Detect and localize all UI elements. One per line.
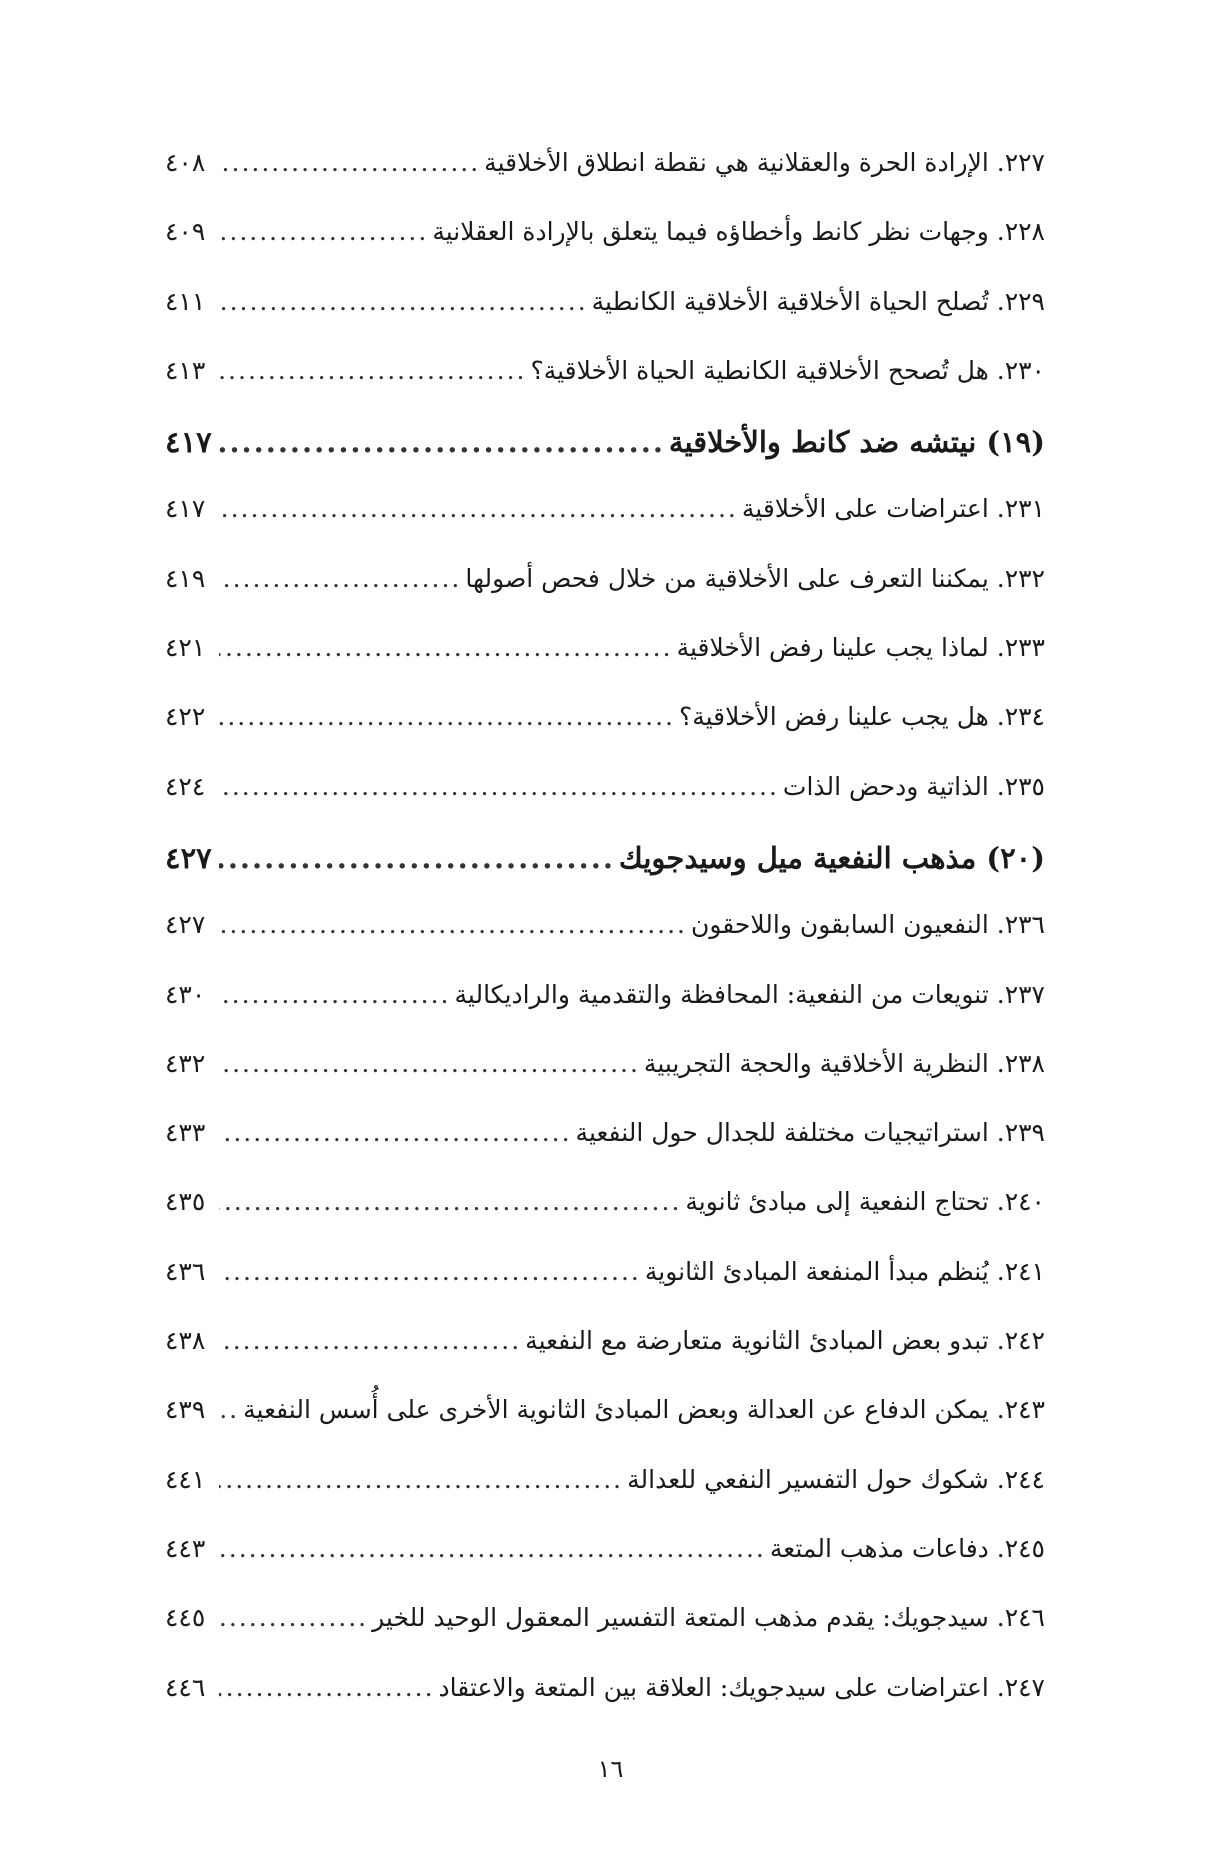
toc-page-number: ٤٢١	[165, 633, 206, 663]
toc-page-number: ٤٢٧	[165, 840, 212, 875]
toc-page-number: ٤٢٤	[165, 771, 206, 801]
toc-entry-title: ٢٢٩. تُصلح الحياة الأخلاقية الأخلاقية الكانطية	[591, 286, 1045, 316]
toc-entry-title: ٢٢٨. وجهات نظر كانط وأخطاؤه فيما يتعلق بالإرادة العقلانية	[432, 217, 1045, 247]
leader-dots	[219, 1187, 681, 1216]
toc-entry	[165, 702, 1045, 771]
toc-page-number: ٤٣٦	[165, 1256, 206, 1286]
toc-page-number: ٤٣٠	[165, 979, 206, 1009]
leader-dots	[219, 633, 673, 662]
toc-entry	[165, 1534, 1045, 1603]
toc-entry	[165, 633, 1045, 702]
toc-entry-title: ٢٤٤. شكوك حول التفسير النفعي للعدالة	[627, 1464, 1045, 1494]
toc-chapter-heading	[165, 841, 1045, 910]
toc-entry-title: ٢٤٢. تبدو بعض المبادئ الثانوية متعارضة مع النفعية	[525, 1326, 1045, 1356]
toc-page-number: ٤٠٩	[165, 217, 206, 247]
leader-dots	[219, 702, 675, 731]
toc-page-number: ٤٢٧	[165, 910, 206, 940]
toc-entry-title: ٢٣٠. هل تُصحح الأخلاقية الكانطية الحياة الأخلاقية؟	[530, 355, 1045, 385]
toc-page-number: ٤٠٨	[165, 148, 206, 177]
toc-entry	[165, 1187, 1045, 1256]
toc-entry-title: ٢٤٣. يمكن الدفاع عن العدالة وبعض المبادئ الثانوية الأخرى على أُسس النفعية	[243, 1395, 1045, 1425]
toc-entry	[165, 494, 1045, 563]
chapter-title: (١٩) نيتشه ضد كانط والأخلاقية	[668, 425, 1045, 460]
toc-entry-title: ٢٤٧. اعتراضات على سيدجويك: العلاقة بين المتعة والاعتقاد	[438, 1672, 1045, 1702]
toc-entry	[165, 356, 1045, 425]
leader-dots	[219, 356, 526, 385]
toc-entry	[165, 1049, 1045, 1118]
toc-entry-title: ٢٣٦. النفعيون السابقون واللاحقون	[690, 910, 1045, 940]
toc-page-number: ٤١١	[165, 286, 206, 316]
toc-entry	[165, 1465, 1045, 1534]
toc-entry-title: ٢٤٠. تحتاج النفعية إلى مبادئ ثانوية	[685, 1187, 1045, 1217]
toc-page-number: ٤٤٦	[165, 1672, 206, 1702]
toc-chapter-heading	[165, 425, 1045, 494]
toc-entry	[165, 910, 1045, 979]
toc-entry	[165, 1603, 1045, 1672]
leader-dots	[219, 1118, 572, 1147]
table-of-contents	[165, 148, 1045, 1742]
toc-page-number: ٤١٧	[165, 494, 206, 524]
leader-dots	[219, 841, 615, 875]
leader-dots	[219, 1465, 623, 1494]
leader-dots	[219, 217, 428, 246]
toc-entry	[165, 1395, 1045, 1464]
toc-entry-title: ٢٣٧. تنويعات من النفعية: المحافظة والتقدمية والراديكالية	[454, 979, 1045, 1009]
toc-entry	[165, 1673, 1045, 1742]
toc-entry-title: ٢٤١. يُنظم مبدأ المنفعة المبادئ الثانوية	[644, 1256, 1045, 1286]
leader-dots	[219, 1603, 368, 1632]
toc-entry-title: ٢٣٩. استراتيجيات مختلفة للجدال حول النفعية	[575, 1118, 1045, 1148]
toc-entry-title: ٢٣٣. لماذا يجب علينا رفض الأخلاقية	[676, 633, 1045, 663]
toc-page-number: ٤٣٨	[165, 1326, 206, 1356]
toc-entry	[165, 564, 1045, 633]
leader-dots	[219, 980, 451, 1009]
leader-dots	[219, 1395, 239, 1424]
leader-dots	[219, 772, 779, 801]
leader-dots	[219, 1673, 435, 1702]
toc-entry	[165, 148, 1045, 217]
page-number: ١٦	[597, 1755, 624, 1783]
leader-dots	[219, 1326, 521, 1355]
toc-page-number: ٤٣٢	[165, 1048, 206, 1078]
leader-dots	[219, 148, 480, 177]
toc-page-number: ٤٢٢	[165, 702, 206, 732]
toc-entry	[165, 1257, 1045, 1326]
toc-page-number: ٤٤١	[165, 1464, 206, 1494]
leader-dots	[219, 1049, 640, 1078]
leader-dots	[219, 564, 461, 593]
toc-page-number: ٤٣٩	[165, 1395, 206, 1425]
leader-dots	[219, 910, 687, 939]
toc-entry-title: ٢٤٥. دفاعات مذهب المتعة	[769, 1533, 1045, 1563]
toc-entry	[165, 1326, 1045, 1395]
toc-entry-title: ٢٣١. اعتراضات على الأخلاقية	[741, 494, 1045, 524]
toc-entry-title: ٢٣٨. النظرية الأخلاقية والحجة التجريبية	[643, 1048, 1045, 1078]
toc-page-number: ٤٣٣	[165, 1118, 206, 1148]
toc-page-number: ٤١٣	[165, 355, 206, 385]
leader-dots	[219, 494, 738, 523]
toc-page-number: ٤١٧	[165, 425, 212, 460]
leader-dots	[219, 287, 588, 316]
toc-page-number: ٤٤٥	[165, 1603, 206, 1633]
leader-dots	[219, 425, 665, 459]
toc-entry	[165, 1118, 1045, 1187]
leader-dots	[219, 1534, 766, 1563]
toc-page-number: ٤٣٥	[165, 1187, 206, 1217]
toc-entry-title: ٢٢٧. الإرادة الحرة والعقلانية هي نقطة انطلاق الأخلاقية	[484, 148, 1045, 177]
toc-entry-title: ٢٣٤. هل يجب علينا رفض الأخلاقية؟	[678, 702, 1045, 732]
leader-dots	[219, 1257, 641, 1286]
toc-entry	[165, 287, 1045, 356]
toc-entry-title: ٢٤٦. سيدجويك: يقدم مذهب المتعة التفسير المعقول الوحيد للخير	[372, 1603, 1045, 1633]
toc-entry	[165, 772, 1045, 841]
toc-entry	[165, 217, 1045, 286]
toc-entry-title: ٢٣٢. يمكننا التعرف على الأخلاقية من خلال فحص أصولها	[465, 563, 1045, 593]
toc-entry	[165, 980, 1045, 1049]
chapter-title: (٢٠) مذهب النفعية ميل وسيدجويك	[618, 840, 1045, 875]
toc-page-number: ٤١٩	[165, 563, 206, 593]
toc-entry-title: ٢٣٥. الذاتية ودحض الذات	[782, 771, 1045, 801]
toc-page-number: ٤٤٣	[165, 1533, 206, 1563]
